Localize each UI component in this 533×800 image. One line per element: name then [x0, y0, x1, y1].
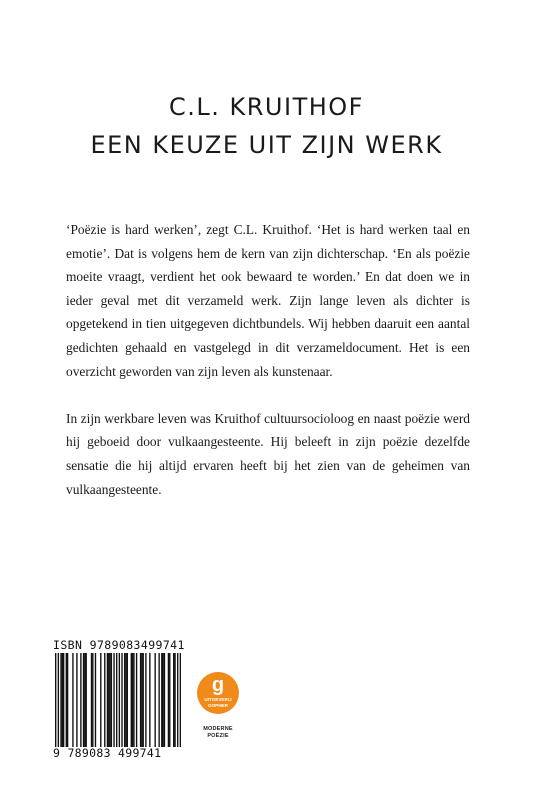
barcode-bar: [145, 653, 146, 747]
barcode-bar: [55, 653, 56, 747]
barcode-bar: [132, 653, 133, 747]
barcode-bar: [158, 653, 159, 747]
barcode-bars: [55, 653, 181, 747]
barcode-bar: [80, 653, 81, 747]
barcode-bar: [100, 653, 101, 747]
series-label: [195, 726, 241, 740]
barcode-bar: [91, 653, 92, 747]
barcode-bar: [83, 653, 84, 747]
book-title: [0, 88, 533, 164]
barcode-bar: [162, 653, 163, 747]
barcode-bar: [72, 653, 73, 747]
barcode-digits: 9 789083 499741: [53, 746, 162, 760]
barcode-bar: [66, 653, 67, 747]
publisher-block: [195, 672, 241, 762]
author-name: C.L. KRUITHOF: [169, 93, 364, 121]
barcode-bar: [133, 653, 134, 747]
barcode-bar: [92, 653, 93, 747]
barcode-bar: [136, 653, 137, 747]
barcode-bar: [84, 653, 85, 747]
barcode-bar: [143, 653, 144, 747]
barcode-bar: [173, 653, 174, 747]
barcode-bar: [60, 653, 61, 747]
barcode-bar: [62, 653, 63, 747]
barcode-bar: [168, 653, 169, 747]
book-subtitle: EEN KEUZE UIT ZIJN WERK: [90, 131, 443, 159]
barcode-bar: [67, 653, 68, 747]
isbn-label: ISBN 9789083499741: [53, 638, 185, 652]
isbn-barcode: [53, 638, 184, 766]
barcode-bar: [140, 653, 141, 747]
barcode-bar: [121, 653, 122, 747]
publisher-logo-line2: GOPHER: [208, 702, 228, 708]
barcode-bar: [154, 653, 155, 747]
blurb-paragraph-2: In zijn werkbare leven was Kruithof cultuursocioloog en naast poëzie werd hij geboeid door vulkaangesteente. Hij beleeft in zijn poëzie dezelfde sensatie die hij altijd ervaren heeft bij het zien van de geheimen van vulkaangesteente.: [66, 410, 470, 497]
barcode-bar: [149, 653, 150, 747]
barcode-bar: [131, 653, 132, 747]
barcode-bar: [116, 653, 117, 747]
barcode-bar: [177, 653, 178, 747]
barcode-bar: [63, 653, 64, 747]
barcode-bar: [169, 653, 170, 747]
barcode-bar: [174, 653, 175, 747]
barcode-bar: [125, 653, 126, 747]
barcode-bar: [113, 653, 114, 747]
publisher-logo-glyph: g: [211, 674, 225, 696]
series-label-line1: MODERNE: [203, 726, 233, 732]
blurb-paragraph-1: ‘Poëzie is hard werken’, zegt C.L. Kruithof. ‘Het is hard werken taal en emotie’. Dat is volgens hem de kern van zijn dichterschap. ‘En als poëzie moeite vraagt, verdient het ook bewaard te worden.’ En dat doen we in ieder geval met dit verzameld werk. Zijn lange leven als dichter is opgetekend in tien uitgegeven dichtbundels. Wij hebben daaruit een aantal gedichten gehaald en vastgelegd in dit verzameldocument. Het is een overzicht geworden van zijn leven als kunstenaar.: [66, 222, 470, 379]
barcode-bar: [109, 653, 110, 747]
barcode-bar: [76, 653, 77, 747]
barcode-bar: [108, 653, 109, 747]
barcode-bar: [180, 653, 181, 747]
barcode-bar: [119, 653, 120, 747]
barcode-bar: [58, 653, 59, 747]
barcode-bar: [141, 653, 142, 747]
barcode-bar: [164, 653, 165, 747]
barcode-bar: [86, 653, 87, 747]
blurb-text: [66, 218, 470, 525]
publisher-logo-line1: UITGEVERIJ: [204, 697, 232, 702]
barcode-bar: [95, 653, 96, 747]
barcode-bar: [104, 653, 105, 747]
barcode-bar: [111, 653, 112, 747]
publisher-logo: [197, 672, 239, 714]
publisher-logo-text: [197, 697, 239, 708]
barcode-bar: [161, 653, 162, 747]
barcode-bar: [127, 653, 128, 747]
series-label-line2: POËZIE: [207, 733, 229, 739]
barcode-bar: [124, 653, 125, 747]
barcode-bar: [107, 653, 108, 747]
